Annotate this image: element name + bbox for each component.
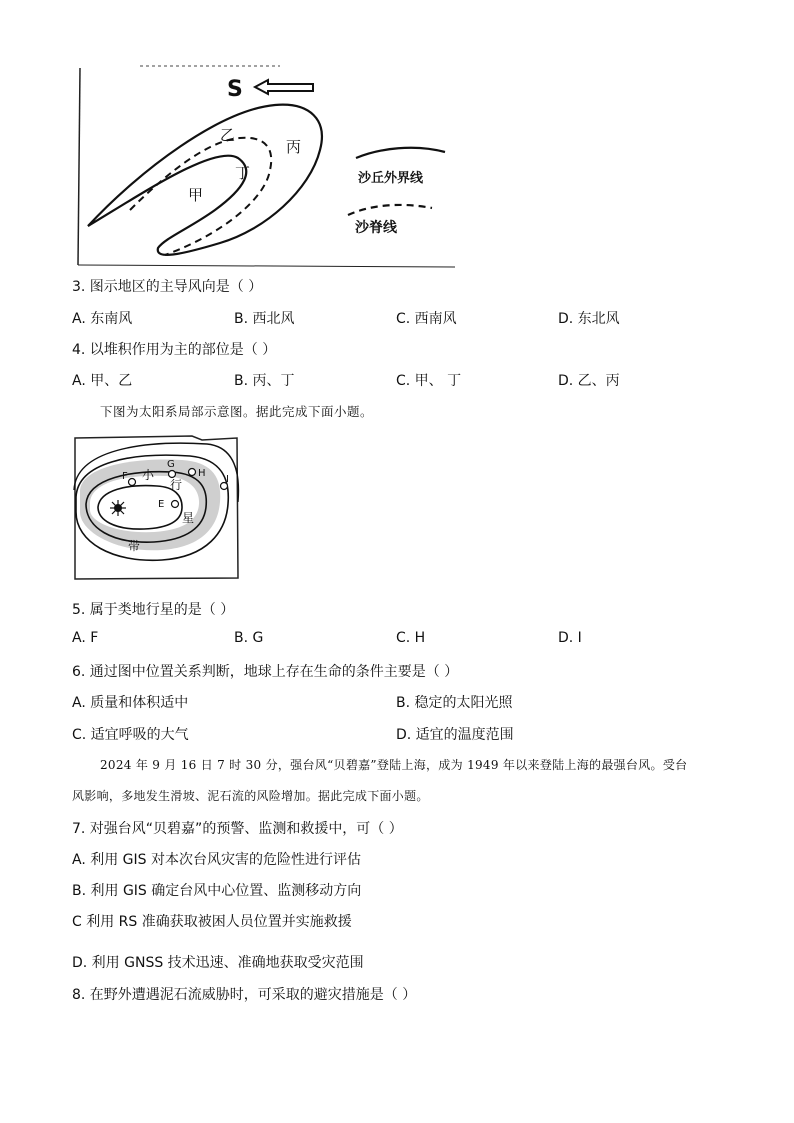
outer-dune-boundary <box>88 105 322 255</box>
direction-label: S <box>227 77 243 102</box>
question-3-option-d[interactable]: D. 东北风 <box>558 311 620 327</box>
question-6-option-b[interactable]: B. 稳定的太阳光照 <box>396 695 513 711</box>
label-e: E <box>158 499 165 510</box>
sun-rays-icon <box>110 500 126 516</box>
point-f <box>129 479 136 486</box>
label-g: G <box>167 459 175 470</box>
question-4-option-d[interactable]: D. 乙、丙 <box>558 373 620 389</box>
question-4-option-b[interactable]: B. 丙、丁 <box>234 373 295 389</box>
label-h: H <box>198 468 206 479</box>
question-7-option-d[interactable]: D. 利用 GNSS 技术迅速、准确地获取受灾范围 <box>72 955 364 971</box>
point-e <box>172 501 179 508</box>
solar-system-diagram <box>72 432 242 582</box>
point-g <box>169 471 176 478</box>
question-5-option-a[interactable]: A. F <box>72 630 99 646</box>
label-jia: 甲 <box>188 186 204 204</box>
question-6-stem: 6. 通过图中位置关系判断，地球上存在生命的条件主要是（ ） <box>72 664 459 680</box>
question-7-option-b[interactable]: B. 利用 GIS 确定台风中心位置、监测移动方向 <box>72 883 362 899</box>
label-yi: 乙 <box>220 126 236 144</box>
question-4-stem: 4. 以堆积作用为主的部位是（ ） <box>72 342 277 358</box>
question-3-option-b[interactable]: B. 西北风 <box>234 311 295 327</box>
question-6-option-d[interactable]: D. 适宜的温度范围 <box>396 727 514 743</box>
point-h <box>189 469 196 476</box>
legend-outer-boundary: 沙丘外界线 <box>358 171 424 186</box>
question-5-option-c[interactable]: C. H <box>396 630 426 646</box>
question-7-option-a[interactable]: A. 利用 GIS 对本次台风灾害的危险性进行评估 <box>72 852 361 868</box>
question-4-option-c[interactable]: C. 甲、 丁 <box>396 373 462 389</box>
intro-typhoon-line1: 2024 年 9 月 16 日 7 时 30 分，强台风“贝碧嘉”登陆上海，成为 1949 年以来登陆上海的最强台风。受台 <box>100 758 688 772</box>
question-3-option-a[interactable]: A. 东南风 <box>72 311 133 327</box>
question-6-option-c[interactable]: C. 适宜呼吸的大气 <box>72 727 189 743</box>
question-7-option-c[interactable]: C 利用 RS 准确获取被困人员位置并实施救援 <box>72 914 352 930</box>
label-ding: 丁 <box>235 164 251 182</box>
legend-solid-line <box>356 148 445 158</box>
question-4-option-a[interactable]: A. 甲、乙 <box>72 373 133 389</box>
question-3-option-c[interactable]: C. 西南风 <box>396 311 457 327</box>
question-3-stem: 3. 图示地区的主导风向是（ ） <box>72 279 263 295</box>
belt-char-3: 星 <box>182 511 195 525</box>
dune-figure <box>70 60 470 270</box>
belt-char-4: 带 <box>128 539 141 553</box>
question-6-option-a[interactable]: A. 质量和体积适中 <box>72 695 189 711</box>
belt-char-1: 小 <box>142 468 155 482</box>
label-i: I <box>226 474 229 485</box>
legend-dashed-line <box>348 205 432 215</box>
intro-solar-system: 下图为太阳系局部示意图。据此完成下面小题。 <box>100 404 374 419</box>
label-bing: 丙 <box>286 138 302 156</box>
label-f: F <box>122 471 128 482</box>
question-5-option-d[interactable]: D. I <box>558 630 582 646</box>
belt-char-2: 行 <box>170 478 183 492</box>
question-8-stem: 8. 在野外遭遇泥石流威胁时，可采取的避灾措施是（ ） <box>72 987 417 1003</box>
question-5-stem: 5. 属于类地行星的是（ ） <box>72 602 235 618</box>
dune-diagram <box>70 60 470 270</box>
legend-ridge-line: 沙脊线 <box>355 220 397 236</box>
question-7-stem: 7. 对强台风“贝碧嘉”的预警、监测和救援中，可（ ） <box>72 821 403 837</box>
intro-typhoon-line2: 风影响，多地发生滑坡、泥石流的风险增加。据此完成下面小题。 <box>72 789 429 803</box>
solar-system-figure <box>72 432 242 582</box>
question-5-option-b[interactable]: B. G <box>234 630 264 646</box>
